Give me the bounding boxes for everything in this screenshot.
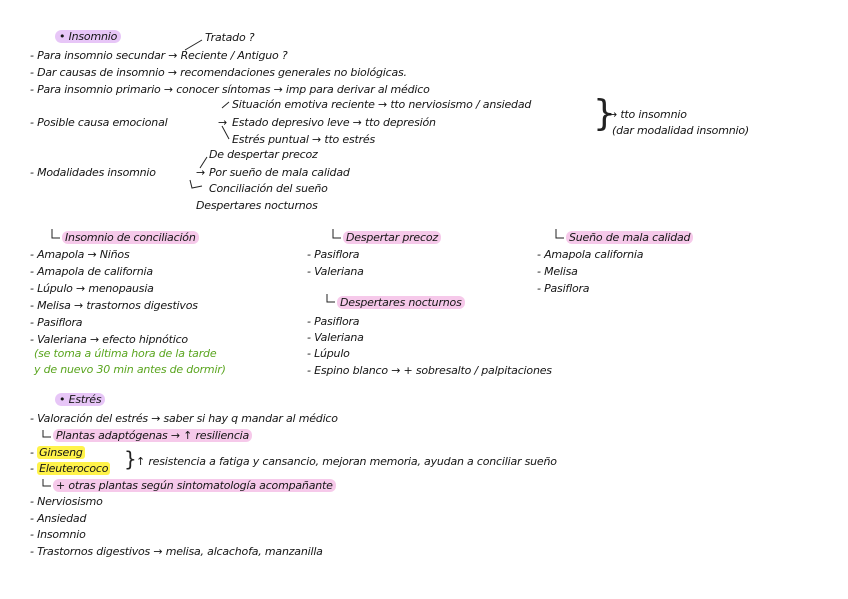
hook-despertar-precoz <box>333 229 341 238</box>
conciliacion-note-1: (se toma a última hora de la tarde <box>34 347 217 360</box>
causa-item-1: Situación emotiva reciente → tto nerviosismo / ansiedad <box>232 98 532 111</box>
insomnio-line-3: - Para insomnio primario → conocer síntomas → imp para derivar al médico <box>30 83 430 96</box>
conciliacion-item-2: - Amapola de california <box>30 265 153 278</box>
modalidad-3: Conciliación del sueño <box>209 182 328 195</box>
mala-calidad-header: Sueño de mala calidad <box>566 231 693 245</box>
hook-conciliacion <box>52 229 60 238</box>
estres-line-1: - Valoración del estrés → saber si hay q mandar al médico <box>30 412 338 425</box>
modalidades-arrow: → <box>196 166 206 179</box>
hook-mala-calidad <box>556 229 564 238</box>
despertar-precoz-header: Despertar precoz <box>343 231 441 245</box>
despertar-precoz-item-1: - Pasiflora <box>307 248 360 261</box>
conciliacion-item-6: - Valeriana → efecto hipnótico <box>30 333 188 346</box>
ginseng-effect: ↑ resistencia a fatiga y cansancio, mejoran memoria, ayudan a conciliar sueño <box>136 455 557 468</box>
mala-calidad-item-2: - Melisa <box>537 265 578 278</box>
conciliacion-item-3: - Lúpulo → menopausia <box>30 282 154 295</box>
tratado-question: Tratado ? <box>205 31 255 44</box>
despertares-nocturnos-item-4: - Espino blanco → + sobresalto / palpitaciones <box>307 364 552 377</box>
causa-result-1: → tto insomnio <box>608 108 687 121</box>
insomnio-line-1: - Para insomnio secundar → Reciente / Antiguo ? <box>30 49 288 62</box>
causa-item-2: Estado depresivo leve → tto depresión <box>232 116 436 129</box>
insomnio-title: • Insomnio <box>55 30 121 44</box>
causa-arrow: → <box>218 116 228 129</box>
estres-symptom-3: - Insomnio <box>30 528 86 541</box>
modalidad-1: De despertar precoz <box>209 148 318 161</box>
mala-calidad-item-1: - Amapola california <box>537 248 644 261</box>
conciliacion-note-2: y de nuevo 30 min antes de dormir) <box>34 363 226 376</box>
despertares-nocturnos-item-1: - Pasiflora <box>307 315 360 328</box>
ginseng-label: - Ginseng <box>30 446 83 459</box>
despertares-nocturnos-item-3: - Lúpulo <box>307 347 350 360</box>
branch-causa-1 <box>222 102 229 108</box>
estres-symptom-2: - Ansiedad <box>30 512 87 525</box>
ginseng-brace: } <box>124 447 137 471</box>
hook-otras <box>43 479 51 486</box>
estres-symptom-4: - Trastornos digestivos → melisa, alcachofa, manzanilla <box>30 545 323 558</box>
conciliacion-item-4: - Melisa → trastornos digestivos <box>30 299 198 312</box>
modalidad-2: Por sueño de mala calidad <box>209 166 350 179</box>
mala-calidad-item-3: - Pasiflora <box>537 282 590 295</box>
conciliacion-item-5: - Pasiflora <box>30 316 83 329</box>
hook-despertares-nocturnos <box>327 294 335 302</box>
causa-item-3: Estrés puntual → tto estrés <box>232 133 376 146</box>
conciliacion-item-1: - Amapola → Niños <box>30 248 130 261</box>
despertares-nocturnos-header: Despertares nocturnos <box>337 296 465 310</box>
hook-adapto <box>43 430 51 437</box>
modalidades-label: - Modalidades insomnio <box>30 166 156 179</box>
right-brace: } <box>593 93 616 134</box>
causa-emocional-label: - Posible causa emocional <box>30 116 168 129</box>
despertares-nocturnos-item-2: - Valeriana <box>307 331 364 344</box>
despertar-precoz-item-2: - Valeriana <box>307 265 364 278</box>
estres-title: • Estrés <box>55 393 105 407</box>
modalidad-4: Despertares nocturnos <box>196 199 318 212</box>
insomnio-line-2: - Dar causas de insomnio → recomendaciones generales no biológicas. <box>30 66 407 79</box>
eleuterococo-label: - Eleuterococo <box>30 462 109 475</box>
conciliacion-header: Insomnio de conciliación <box>62 231 199 245</box>
causa-result-2: (dar modalidad insomnio) <box>612 124 749 137</box>
estres-symptom-1: - Nerviosismo <box>30 495 103 508</box>
otras-plantas-line: + otras plantas según sintomatología acompañante <box>53 479 336 493</box>
adaptogenas-line: Plantas adaptógenas → ↑ resiliencia <box>53 429 252 443</box>
branch-mod-3 <box>190 180 202 188</box>
